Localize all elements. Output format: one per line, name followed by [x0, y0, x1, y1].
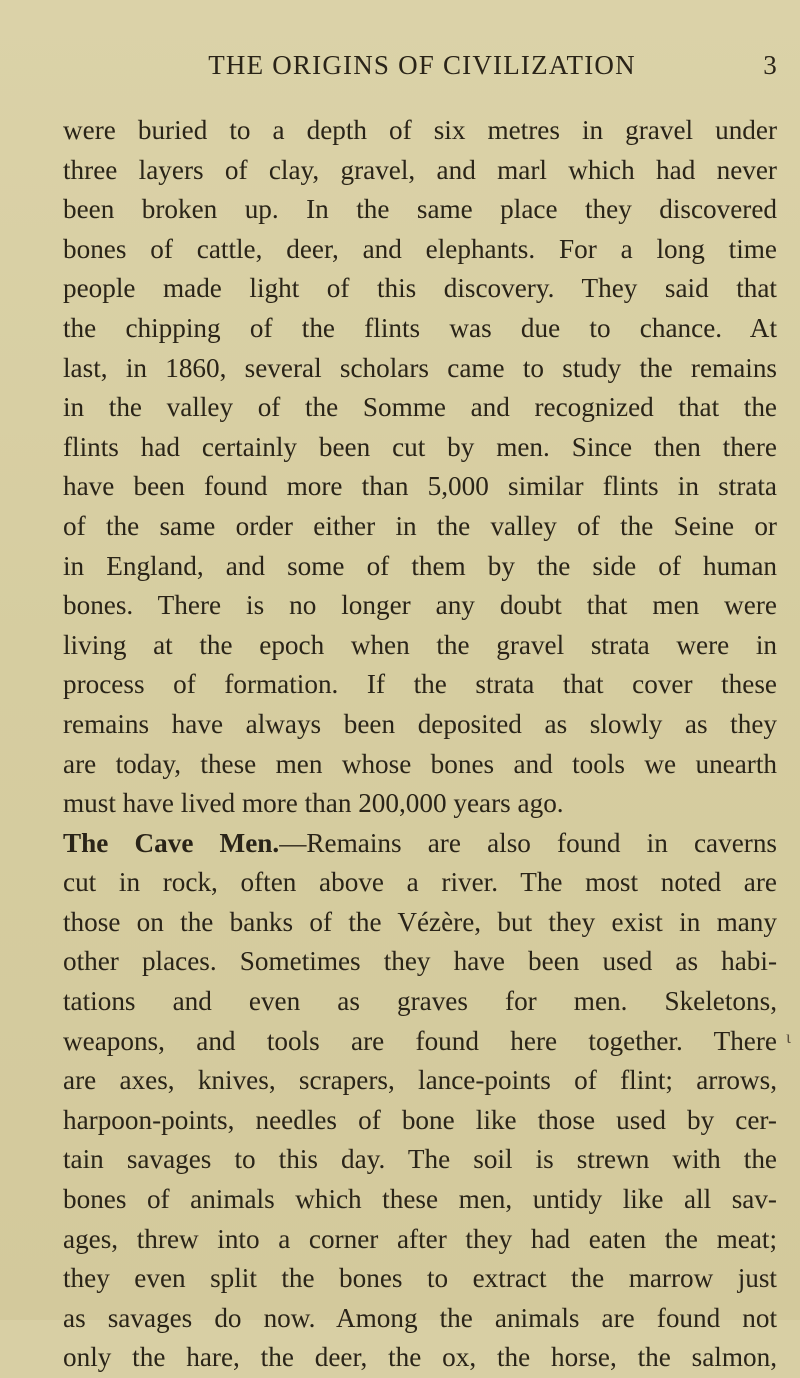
text-line: bones of cattle, deer, and elephants. For a long time [63, 233, 777, 264]
text-line: been broken up. In the same place they discovered [63, 194, 777, 225]
text-line: tations and even as graves for men. Skeletons, [63, 986, 777, 1017]
text-line: bones of animals which these men, untidy like all sav- [63, 1184, 777, 1215]
text-line: cut in rock, often above a river. The most noted are [63, 867, 777, 898]
running-title: THE ORIGINS OF CIVILIZATION [208, 50, 636, 80]
text-line: living at the epoch when the gravel strata were in [63, 629, 777, 660]
paragraph-2 [63, 824, 777, 1378]
paragraph-1 [63, 111, 777, 824]
text-line: of the same order either in the valley of the Seine or [63, 510, 777, 541]
text-run: —Remains are also found in caverns [279, 827, 778, 858]
text-line: flints had certainly been cut by men. Since then there [63, 431, 777, 462]
text-line: last, in 1860, several scholars came to study the remains [63, 352, 777, 383]
text-line: were buried to a depth of six metres in gravel under [63, 115, 777, 145]
text-line: must have lived more than 200,000 years ago. [63, 788, 564, 819]
text-line: remains have always been deposited as slowly as they [63, 708, 777, 739]
text-line: harpoon-points, needles of bone like those used by cer- [63, 1104, 777, 1135]
text-line: ages, threw into a corner after they had eaten the meat; [63, 1223, 777, 1254]
text-line: people made light of this discovery. They said that [63, 273, 777, 304]
running-header [66, 50, 778, 90]
text-line: in England, and some of them by the side of human [63, 550, 777, 581]
text-line: have been found more than 5,000 similar flints in strata [63, 471, 777, 502]
text-line: bones. There is no longer any doubt that men were [63, 590, 777, 621]
section-heading: The Cave Men. [63, 827, 280, 858]
text-line: are today, these men whose bones and tools we unearth [63, 748, 777, 779]
text-line: only the hare, the deer, the ox, the horse, the salmon, [63, 1342, 777, 1373]
text-line: in the valley of the Somme and recognized that the [63, 392, 777, 423]
text-line: as savages do now. Among the animals are found not [63, 1302, 777, 1333]
page-number: 3 [763, 50, 778, 80]
text-line: tain savages to this day. The soil is strewn with the [63, 1144, 777, 1175]
text-line: are axes, knives, scrapers, lance-points of flint; arrows, [63, 1065, 777, 1096]
page-body [63, 111, 777, 1378]
text-line: they even split the bones to extract the marrow just [63, 1263, 777, 1294]
text-line: three layers of clay, gravel, and marl which had never [63, 154, 777, 185]
text-line: process of formation. If the strata that cover these [63, 669, 777, 700]
text-line: weapons, and tools are found here together. There [63, 1025, 777, 1056]
text-line: other places. Sometimes they have been used as habi- [63, 946, 777, 977]
margin-mark: ι [786, 1027, 791, 1047]
text-line: the chipping of the flints was due to chance. At [63, 312, 777, 343]
text-line: those on the banks of the Vézère, but they exist in many [63, 906, 777, 937]
section-first-line [63, 824, 777, 864]
